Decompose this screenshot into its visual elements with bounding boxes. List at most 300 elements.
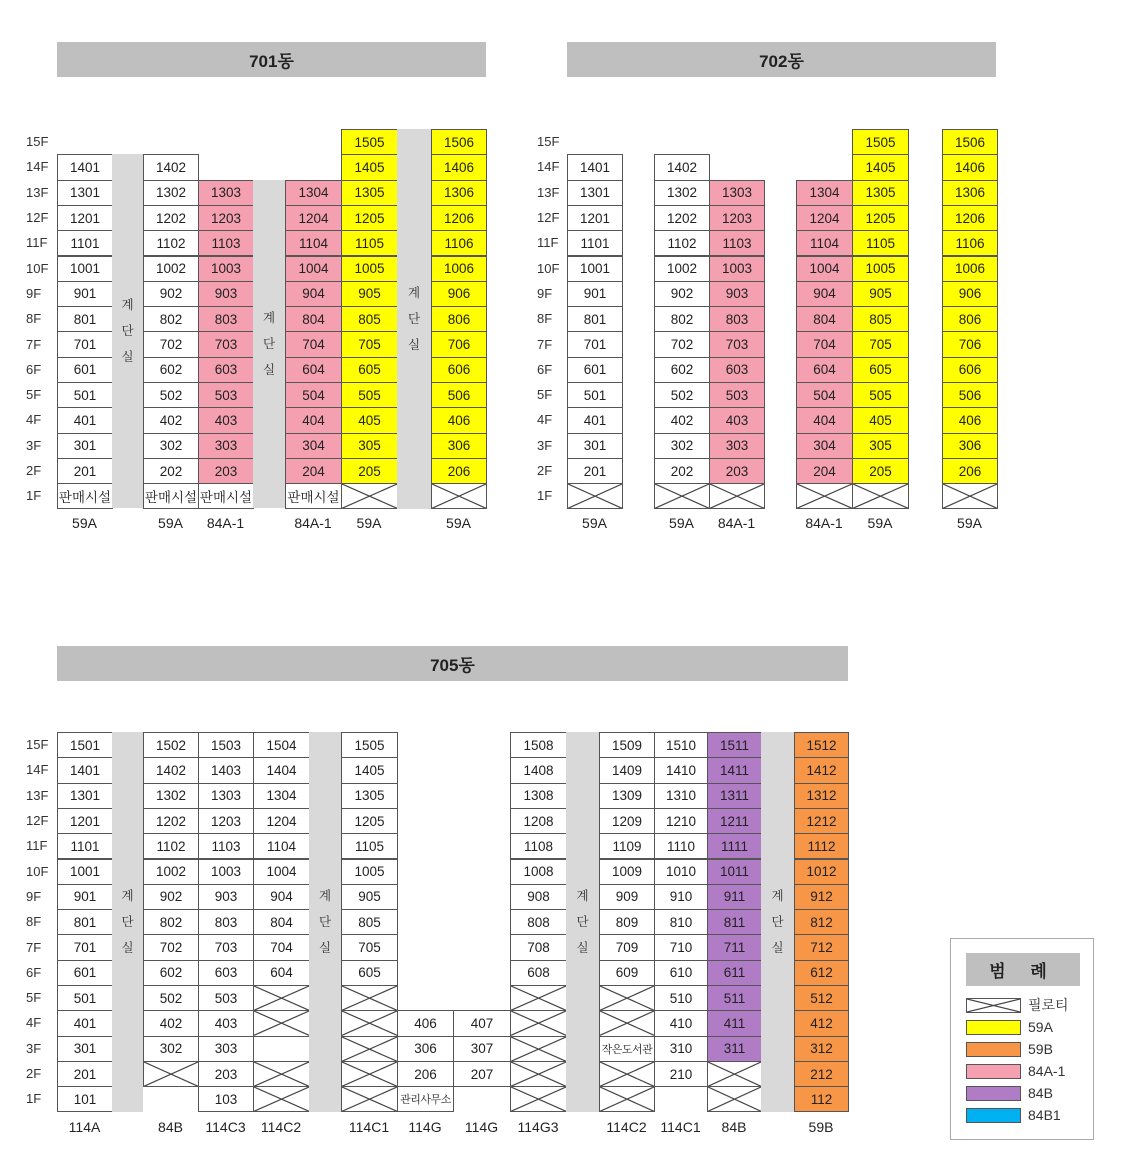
- unit-type-label: 59A: [867, 515, 893, 531]
- unit-cell: 909: [599, 884, 655, 910]
- unit-cell: 1103: [198, 833, 254, 859]
- unit-cell: 1302: [143, 180, 199, 206]
- unit-cell: 1203: [198, 808, 254, 834]
- unit-cell: 404: [796, 407, 853, 433]
- stairwell: [397, 129, 431, 509]
- floor-label: 8F: [26, 311, 42, 327]
- piloti-cell: [599, 1061, 655, 1087]
- unit-cell: 306: [431, 433, 487, 459]
- unit-cell: 1506: [431, 129, 487, 155]
- stairwell-label: 단: [262, 337, 276, 352]
- unit-cell: 603: [709, 357, 765, 383]
- color-swatch: [966, 1064, 1021, 1079]
- unit-cell: 1303: [198, 783, 254, 809]
- floor-label: 4F: [537, 412, 553, 428]
- legend-item: [966, 1084, 1053, 1102]
- unit-cell: 판매시설: [143, 483, 199, 509]
- unit-cell: 1309: [599, 783, 655, 809]
- unit-cell: 1305: [341, 783, 398, 809]
- unit-cell: 603: [198, 960, 254, 986]
- unit-cell: 711: [707, 934, 762, 960]
- unit-cell: 201: [567, 458, 623, 484]
- unit-cell: 206: [942, 458, 998, 484]
- unit-cell: 1003: [198, 859, 254, 885]
- color-swatch: [966, 1108, 1021, 1123]
- unit-cell: 905: [341, 884, 398, 910]
- unit-cell: 1210: [654, 808, 708, 834]
- unit-type-label: 114C2: [260, 1119, 302, 1135]
- unit-cell: 608: [510, 960, 567, 986]
- piloti-cell: [599, 1010, 655, 1036]
- unit-cell: 706: [942, 331, 998, 357]
- unit-cell: 1102: [143, 230, 199, 256]
- piloti-cell: [143, 1061, 199, 1087]
- unit-cell: 502: [143, 382, 199, 408]
- unit-cell: 207: [453, 1061, 511, 1087]
- stairwell-label: 실: [262, 363, 276, 378]
- unit-cell: 1301: [567, 180, 623, 206]
- unit-cell: 406: [942, 407, 998, 433]
- unit-cell: 502: [143, 985, 199, 1011]
- unit-cell: 1006: [431, 256, 487, 282]
- unit-type-label: 84A-1: [805, 515, 843, 531]
- unit-cell: 809: [599, 909, 655, 935]
- stairwell-label: 단: [318, 914, 332, 929]
- legend-item: [966, 1018, 1053, 1036]
- unit-cell: 910: [654, 884, 708, 910]
- unit-type-label: 114C1: [660, 1119, 701, 1135]
- unit-cell: 602: [143, 357, 199, 383]
- unit-cell: 506: [431, 382, 487, 408]
- floor-label: 10F: [537, 260, 560, 276]
- legend-label: 84B1: [1028, 1107, 1061, 1123]
- floor-label: 3F: [26, 437, 42, 453]
- piloti-cell: [253, 1061, 310, 1087]
- unit-cell: 606: [431, 357, 487, 383]
- unit-cell: 407: [453, 1010, 511, 1036]
- unit-cell: 304: [796, 433, 853, 459]
- unit-cell: 805: [852, 306, 909, 332]
- unit-cell: 402: [143, 407, 199, 433]
- unit-cell: 604: [796, 357, 853, 383]
- unit-cell: 203: [198, 1061, 254, 1087]
- unit-cell: 703: [709, 331, 765, 357]
- unit-cell: 1004: [796, 256, 853, 282]
- stairwell-label: 계: [771, 888, 784, 903]
- stairwell: [112, 154, 143, 508]
- unit-cell: 301: [57, 1036, 113, 1062]
- unit-cell: 판매시설: [285, 483, 342, 509]
- unit-cell: 305: [341, 433, 398, 459]
- unit-cell: 704: [285, 331, 342, 357]
- unit-cell: 1102: [143, 833, 199, 859]
- floor-label: 2F: [26, 463, 42, 479]
- unit-cell: 605: [341, 960, 398, 986]
- unit-cell: 602: [143, 960, 199, 986]
- unit-cell: 706: [431, 331, 487, 357]
- unit-cell: 1206: [431, 205, 487, 231]
- unit-cell: 1205: [852, 205, 909, 231]
- unit-cell: 504: [796, 382, 853, 408]
- unit-type-label: 84A-1: [206, 515, 245, 531]
- unit-cell: 708: [510, 934, 567, 960]
- floor-label: 6F: [537, 361, 553, 377]
- unit-cell: 701: [567, 331, 623, 357]
- unit-cell: 604: [285, 357, 342, 383]
- legend-label: 59B: [1028, 1041, 1053, 1057]
- unit-cell: 601: [57, 357, 113, 383]
- unit-cell: 1402: [143, 757, 199, 783]
- floor-label: 7F: [26, 336, 42, 352]
- unit-cell: 1412: [794, 757, 849, 783]
- unit-cell: 1301: [57, 783, 113, 809]
- unit-cell: 1312: [794, 783, 849, 809]
- stairwell-label: 단: [121, 324, 134, 339]
- piloti-cell: [341, 1086, 398, 1112]
- legend-label: 84A-1: [1028, 1063, 1066, 1079]
- floor-label: 3F: [537, 437, 553, 453]
- unit-cell: 504: [285, 382, 342, 408]
- legend-item: [966, 996, 1069, 1014]
- unit-cell: 605: [852, 357, 909, 383]
- unit-cell: 904: [253, 884, 310, 910]
- piloti-cell: [253, 1010, 310, 1036]
- piloti-cell: [253, 985, 310, 1011]
- unit-cell: 1109: [599, 833, 655, 859]
- floor-label: 5F: [26, 387, 42, 403]
- piloti-cell: [431, 483, 487, 509]
- unit-cell: 902: [143, 281, 199, 307]
- piloti-cell: [341, 985, 398, 1011]
- unit-cell: 810: [654, 909, 708, 935]
- unit-cell: 702: [654, 331, 710, 357]
- floor-label: 13F: [537, 184, 560, 200]
- unit-cell: 606: [942, 357, 998, 383]
- unit-type-label: 59A: [446, 515, 471, 531]
- unit-cell: 1106: [431, 230, 487, 256]
- unit-cell: 1202: [143, 205, 199, 231]
- unit-cell: 709: [599, 934, 655, 960]
- unit-cell: 202: [654, 458, 710, 484]
- color-swatch: [966, 1086, 1021, 1101]
- unit-type-label: 84B: [158, 1119, 183, 1135]
- unit-cell: 402: [654, 407, 710, 433]
- unit-cell: 1304: [253, 783, 310, 809]
- unit-cell: 1305: [852, 180, 909, 206]
- unit-cell: 904: [796, 281, 853, 307]
- floor-label: 14F: [26, 159, 49, 175]
- floor-label: 15F: [537, 134, 560, 150]
- unit-cell: 1010: [654, 859, 708, 885]
- unit-cell: 804: [253, 909, 310, 935]
- unit-cell: 901: [567, 281, 623, 307]
- floor-label: 11F: [26, 235, 48, 251]
- unit-cell: 1306: [942, 180, 998, 206]
- unit-cell: 403: [198, 1010, 254, 1036]
- piloti-cell: [599, 985, 655, 1011]
- legend-label: 59A: [1028, 1019, 1053, 1035]
- unit-cell: 811: [707, 909, 762, 935]
- unit-cell: 1505: [341, 129, 398, 155]
- unit-cell: 1212: [794, 808, 849, 834]
- unit-type-label: 84A-1: [294, 515, 332, 531]
- unit-cell: 805: [341, 306, 398, 332]
- floor-label: 10F: [26, 260, 49, 276]
- unit-cell: 402: [143, 1010, 199, 1036]
- unit-cell: 501: [57, 985, 113, 1011]
- piloti-cell: [510, 1086, 567, 1112]
- floor-label: 5F: [537, 387, 553, 403]
- unit-cell: 505: [341, 382, 398, 408]
- legend-label: 필로티: [1028, 997, 1069, 1013]
- unit-cell: 1306: [431, 180, 487, 206]
- unit-type-label: 59A: [957, 515, 982, 531]
- unit-cell: 1002: [143, 859, 199, 885]
- piloti-cell: [510, 1036, 567, 1062]
- unit-type-label: 114G: [408, 1119, 442, 1135]
- unit-cell: 702: [143, 934, 199, 960]
- unit-cell: 206: [397, 1061, 454, 1087]
- unit-cell: 710: [654, 934, 708, 960]
- unit-cell: 302: [143, 433, 199, 459]
- unit-cell: 804: [285, 306, 342, 332]
- unit-cell: 1404: [253, 757, 310, 783]
- floor-label: 1F: [537, 488, 553, 504]
- unit-cell: 1001: [57, 256, 113, 282]
- unit-cell: 1410: [654, 757, 708, 783]
- unit-cell: 505: [852, 382, 909, 408]
- stairwell-label: 단: [576, 914, 589, 929]
- floor-label: 4F: [26, 412, 42, 428]
- unit-cell: 203: [198, 458, 254, 484]
- unit-cell: 603: [198, 357, 254, 383]
- unit-cell: 802: [654, 306, 710, 332]
- piloti-cell: [341, 483, 398, 509]
- unit-cell: 1406: [431, 154, 487, 180]
- unit-cell: 705: [341, 331, 398, 357]
- unit-cell: 1402: [143, 154, 199, 180]
- unit-cell: 1302: [654, 180, 710, 206]
- unit-cell: 401: [57, 407, 113, 433]
- building-705-title: 705동: [57, 646, 848, 681]
- unit-cell: 1101: [567, 230, 623, 256]
- unit-cell: 911: [707, 884, 762, 910]
- unit-cell: 301: [567, 433, 623, 459]
- unit-cell: 512: [794, 985, 849, 1011]
- unit-cell: 705: [341, 934, 398, 960]
- unit-cell: 1006: [942, 256, 998, 282]
- unit-cell: 503: [198, 985, 254, 1011]
- unit-cell: 1104: [253, 833, 310, 859]
- piloti-cell: [707, 1086, 762, 1112]
- unit-cell: 604: [253, 960, 310, 986]
- unit-cell: 1502: [143, 732, 199, 758]
- unit-cell: 1505: [341, 732, 398, 758]
- floor-label: 12F: [537, 210, 560, 226]
- unit-cell: 806: [942, 306, 998, 332]
- floor-label: 12F: [26, 210, 49, 226]
- unit-cell: 601: [567, 357, 623, 383]
- unit-cell: 212: [794, 1061, 849, 1087]
- unit-cell: 1205: [341, 205, 398, 231]
- unit-cell: 101: [57, 1086, 113, 1112]
- unit-cell: 1308: [510, 783, 567, 809]
- unit-cell: 1105: [341, 833, 398, 859]
- stairwell-label: 실: [771, 940, 784, 955]
- stairwell-label: 계: [318, 888, 332, 903]
- unit-cell: 1209: [599, 808, 655, 834]
- unit-cell: 404: [285, 407, 342, 433]
- unit-cell: 1108: [510, 833, 567, 859]
- unit-cell: 1508: [510, 732, 567, 758]
- unit-cell: 1110: [654, 833, 708, 859]
- piloti-cell: [341, 1036, 398, 1062]
- unit-cell: 303: [198, 1036, 254, 1062]
- floor-label: 6F: [26, 964, 42, 980]
- building-701-title: 701동: [57, 42, 486, 77]
- unit-cell: 611: [707, 960, 762, 986]
- floor-label: 1F: [26, 488, 42, 504]
- stairwell: [761, 732, 794, 1112]
- unit-cell: 901: [57, 281, 113, 307]
- unit-cell: 1101: [57, 230, 113, 256]
- floor-label: 12F: [26, 813, 49, 829]
- unit-cell: 1505: [852, 129, 909, 155]
- unit-cell: 1204: [285, 205, 342, 231]
- unit-cell: 306: [397, 1036, 454, 1062]
- stairwell: [566, 732, 599, 1112]
- unit-cell: 306: [942, 433, 998, 459]
- unit-cell: 1003: [709, 256, 765, 282]
- unit-cell: 1403: [198, 757, 254, 783]
- unit-cell: 1303: [198, 180, 254, 206]
- unit-cell: 902: [143, 884, 199, 910]
- unit-cell: 1004: [253, 859, 310, 885]
- unit-cell: 1203: [709, 205, 765, 231]
- unit-cell: 903: [198, 884, 254, 910]
- floor-label: 7F: [26, 939, 42, 955]
- unit-cell: 303: [709, 433, 765, 459]
- floor-label: 10F: [26, 863, 49, 879]
- floor-label: 6F: [26, 361, 42, 377]
- stairwell-label: 계: [262, 311, 276, 326]
- unit-cell: 804: [796, 306, 853, 332]
- color-swatch: [966, 1042, 1021, 1057]
- unit-cell: 204: [285, 458, 342, 484]
- floor-label: 11F: [26, 838, 48, 854]
- unit-cell: 1009: [599, 859, 655, 885]
- unit-type-label: 59A: [356, 515, 382, 531]
- unit-cell: 1003: [198, 256, 254, 282]
- unit-cell: 1105: [852, 230, 909, 256]
- unit-cell: 1001: [57, 859, 113, 885]
- unit-cell: 1405: [341, 757, 398, 783]
- unit-type-label: 59B: [808, 1119, 834, 1135]
- unit-cell: 412: [794, 1010, 849, 1036]
- stairwell-label: 계: [407, 285, 421, 300]
- unit-type-label: 59A: [158, 515, 183, 531]
- unit-cell: 701: [57, 331, 113, 357]
- unit-cell: 1411: [707, 757, 762, 783]
- floor-label: 15F: [26, 134, 49, 150]
- unit-cell: 903: [198, 281, 254, 307]
- unit-cell: 1102: [654, 230, 710, 256]
- unit-cell: 201: [57, 458, 113, 484]
- floor-label: 8F: [537, 311, 553, 327]
- unit-type-label: 84B: [721, 1119, 747, 1135]
- unit-cell: 1002: [654, 256, 710, 282]
- unit-cell: 1302: [143, 783, 199, 809]
- unit-cell: 312: [794, 1036, 849, 1062]
- unit-cell: 801: [57, 306, 113, 332]
- stairwell-label: 실: [318, 940, 332, 955]
- unit-cell: 1008: [510, 859, 567, 885]
- floor-label: 8F: [26, 914, 42, 930]
- unit-cell: 1201: [567, 205, 623, 231]
- building-702-title: 702동: [567, 42, 996, 77]
- unit-cell: 1201: [57, 808, 113, 834]
- unit-cell: 701: [57, 934, 113, 960]
- unit-cell: 506: [942, 382, 998, 408]
- unit-cell: 704: [796, 331, 853, 357]
- unit-type-label: 84A-1: [717, 515, 756, 531]
- piloti-cell: [510, 1010, 567, 1036]
- unit-cell: 1402: [654, 154, 710, 180]
- unit-cell: 112: [794, 1086, 849, 1112]
- unit-cell: 203: [709, 458, 765, 484]
- unit-cell: 705: [852, 331, 909, 357]
- unit-cell: 1208: [510, 808, 567, 834]
- floor-label: 7F: [537, 336, 553, 352]
- unit-cell: 311: [707, 1036, 762, 1062]
- unit-cell: 302: [654, 433, 710, 459]
- unit-cell: 802: [143, 909, 199, 935]
- unit-cell: 406: [431, 407, 487, 433]
- floor-label: 14F: [537, 159, 560, 175]
- unit-cell: 1512: [794, 732, 849, 758]
- unit-cell: 304: [285, 433, 342, 459]
- unit-cell: 1509: [599, 732, 655, 758]
- unit-cell: 1206: [942, 205, 998, 231]
- unit-cell: 1211: [707, 808, 762, 834]
- unit-cell: 307: [453, 1036, 511, 1062]
- unit-cell: 1501: [57, 732, 113, 758]
- unit-type-label: 59A: [669, 515, 694, 531]
- unit-type-label: 114C3: [205, 1119, 246, 1135]
- unit-cell: 301: [57, 433, 113, 459]
- unit-cell: 1406: [942, 154, 998, 180]
- unit-cell: 803: [198, 909, 254, 935]
- unit-cell: 1401: [57, 154, 113, 180]
- unit-cell: 802: [143, 306, 199, 332]
- floor-label: 14F: [26, 762, 49, 778]
- unit-cell: 903: [709, 281, 765, 307]
- unit-cell: 1304: [796, 180, 853, 206]
- piloti-cell: [567, 483, 623, 509]
- unit-cell: 201: [57, 1061, 113, 1087]
- unit-cell: 801: [567, 306, 623, 332]
- unit-cell: 1104: [796, 230, 853, 256]
- unit-type-label: 114G: [464, 1119, 499, 1135]
- floor-label: 4F: [26, 1015, 42, 1031]
- unit-cell: 1004: [285, 256, 342, 282]
- piloti-cell: [510, 985, 567, 1011]
- unit-cell: 609: [599, 960, 655, 986]
- stairwell: [309, 732, 341, 1112]
- unit-cell: 작은도서관: [599, 1036, 655, 1062]
- piloti-cell: [796, 483, 853, 509]
- unit-type-label: 114A: [68, 1119, 101, 1135]
